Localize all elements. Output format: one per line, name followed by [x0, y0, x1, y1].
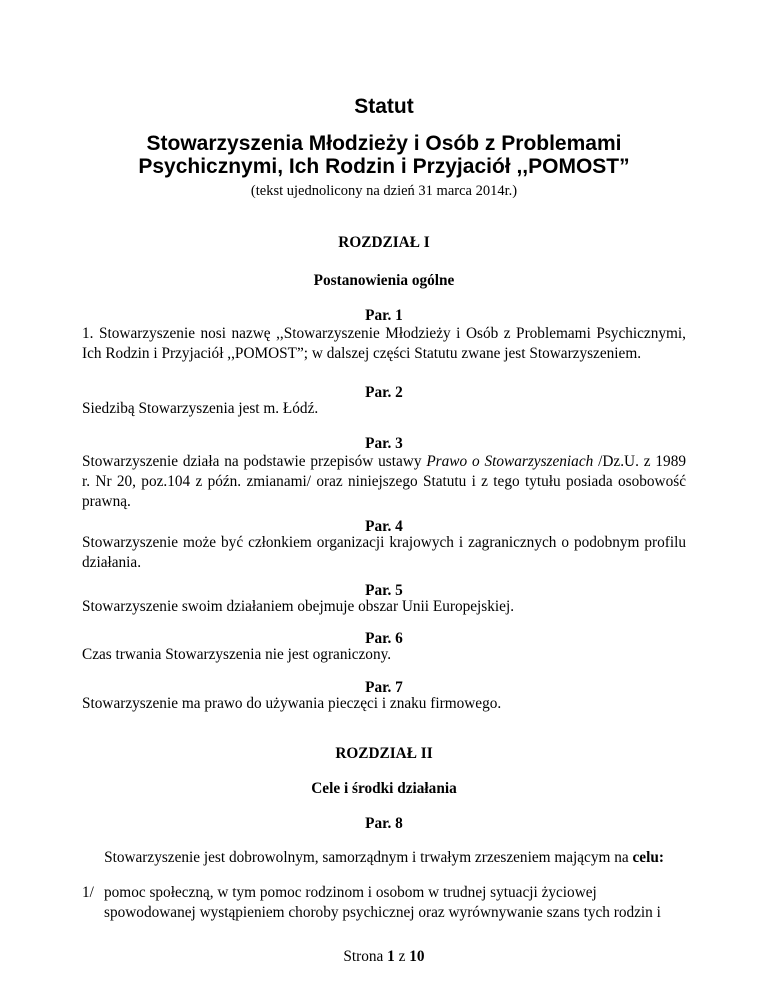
- par-7-label: Par. 7: [365, 679, 403, 696]
- par-3-text: [82, 452, 686, 512]
- chapter-1-subheading: Postanowienia ogólne: [313, 272, 455, 289]
- par-4-text: Stowarzyszenie może być członkiem organizacji krajowych i zagranicznych o podobnym profilu działania.: [82, 534, 686, 571]
- chapter-2-heading: ROZDZIAŁ II: [335, 745, 433, 762]
- document-subtitle-line-2: Psychicznymi, Ich Rodzin i Przyjaciół ,,POMOST”: [138, 155, 630, 178]
- par-2-label: Par. 2: [365, 384, 403, 401]
- footer-page-total: 10: [409, 948, 425, 965]
- par-1-text: 1. Stowarzyszenie nosi nazwę ,,Stowarzyszenie Młodzieży i Osób z Problemami Psychicznymi, Ich Rodzin i Przyjaciół ,,POMOST”; w dalszej części Statutu zwane jest Stowarzyszeniem.: [82, 325, 686, 362]
- footer-separator: z: [394, 948, 410, 965]
- par-3-label: Par. 3: [365, 435, 403, 452]
- par-4-label: Par. 4: [365, 518, 403, 535]
- par-3-act-title: Prawo o Stowarzyszeniach: [426, 453, 594, 470]
- footer-prefix: Strona: [343, 948, 388, 965]
- par-8-item-1-text: [104, 883, 674, 923]
- document-title: Statut: [354, 95, 414, 118]
- par-2-text: Siedzibą Stowarzyszenia jest m. Łódź.: [82, 400, 319, 417]
- par-3-text-before: Stowarzyszenie działa na podstawie przepisów ustawy: [82, 453, 427, 470]
- page-footer: [0, 947, 768, 967]
- par-8-intro-bold: celu:: [632, 849, 664, 866]
- par-8-item-1-number: 1/: [82, 884, 94, 901]
- par-7-text: Stowarzyszenie ma prawo do używania pieczęci i znaku firmowego.: [82, 695, 502, 712]
- par-5-text: Stowarzyszenie swoim działaniem obejmuje obszar Unii Europejskiej.: [82, 598, 515, 615]
- footer-page-number: 1: [387, 948, 395, 965]
- document-subtitle-line-1: Stowarzyszenia Młodzieży i Osób z Problemami: [146, 132, 622, 155]
- par-8-intro: [0, 848, 768, 868]
- par-5-label: Par. 5: [365, 582, 403, 599]
- par-8-intro-text: Stowarzyszenie jest dobrowolnym, samorządnym i trwałym zrzeszeniem mającym na: [104, 849, 633, 866]
- par-6-text: Czas trwania Stowarzyszenia nie jest ograniczony.: [82, 646, 392, 663]
- document-note: (tekst ujednolicony na dzień 31 marca 2014r.): [250, 183, 518, 199]
- chapter-1-heading: ROZDZIAŁ I: [338, 234, 430, 251]
- par-1-label: Par. 1: [365, 307, 403, 324]
- par-8-label: Par. 8: [365, 815, 403, 832]
- par-8-item-1-line-2: spowodowanej wystąpieniem choroby psychicznej oraz wyrównywanie szans tych rodzin i: [104, 904, 661, 921]
- par-3-text-after: /Dz.U. z 1989 r. Nr 20, poz.104 z późn. zmianami/ oraz niniejszego Statutu i z tego tytułu posiada osobowość prawną.: [82, 453, 687, 510]
- chapter-2-subheading: Cele i środki działania: [311, 780, 457, 797]
- par-8-item-1-line-1: pomoc społeczną, w tym pomoc rodzinom i osobom w trudnej sytuacji życiowej: [104, 884, 597, 901]
- par-6-label: Par. 6: [365, 630, 403, 647]
